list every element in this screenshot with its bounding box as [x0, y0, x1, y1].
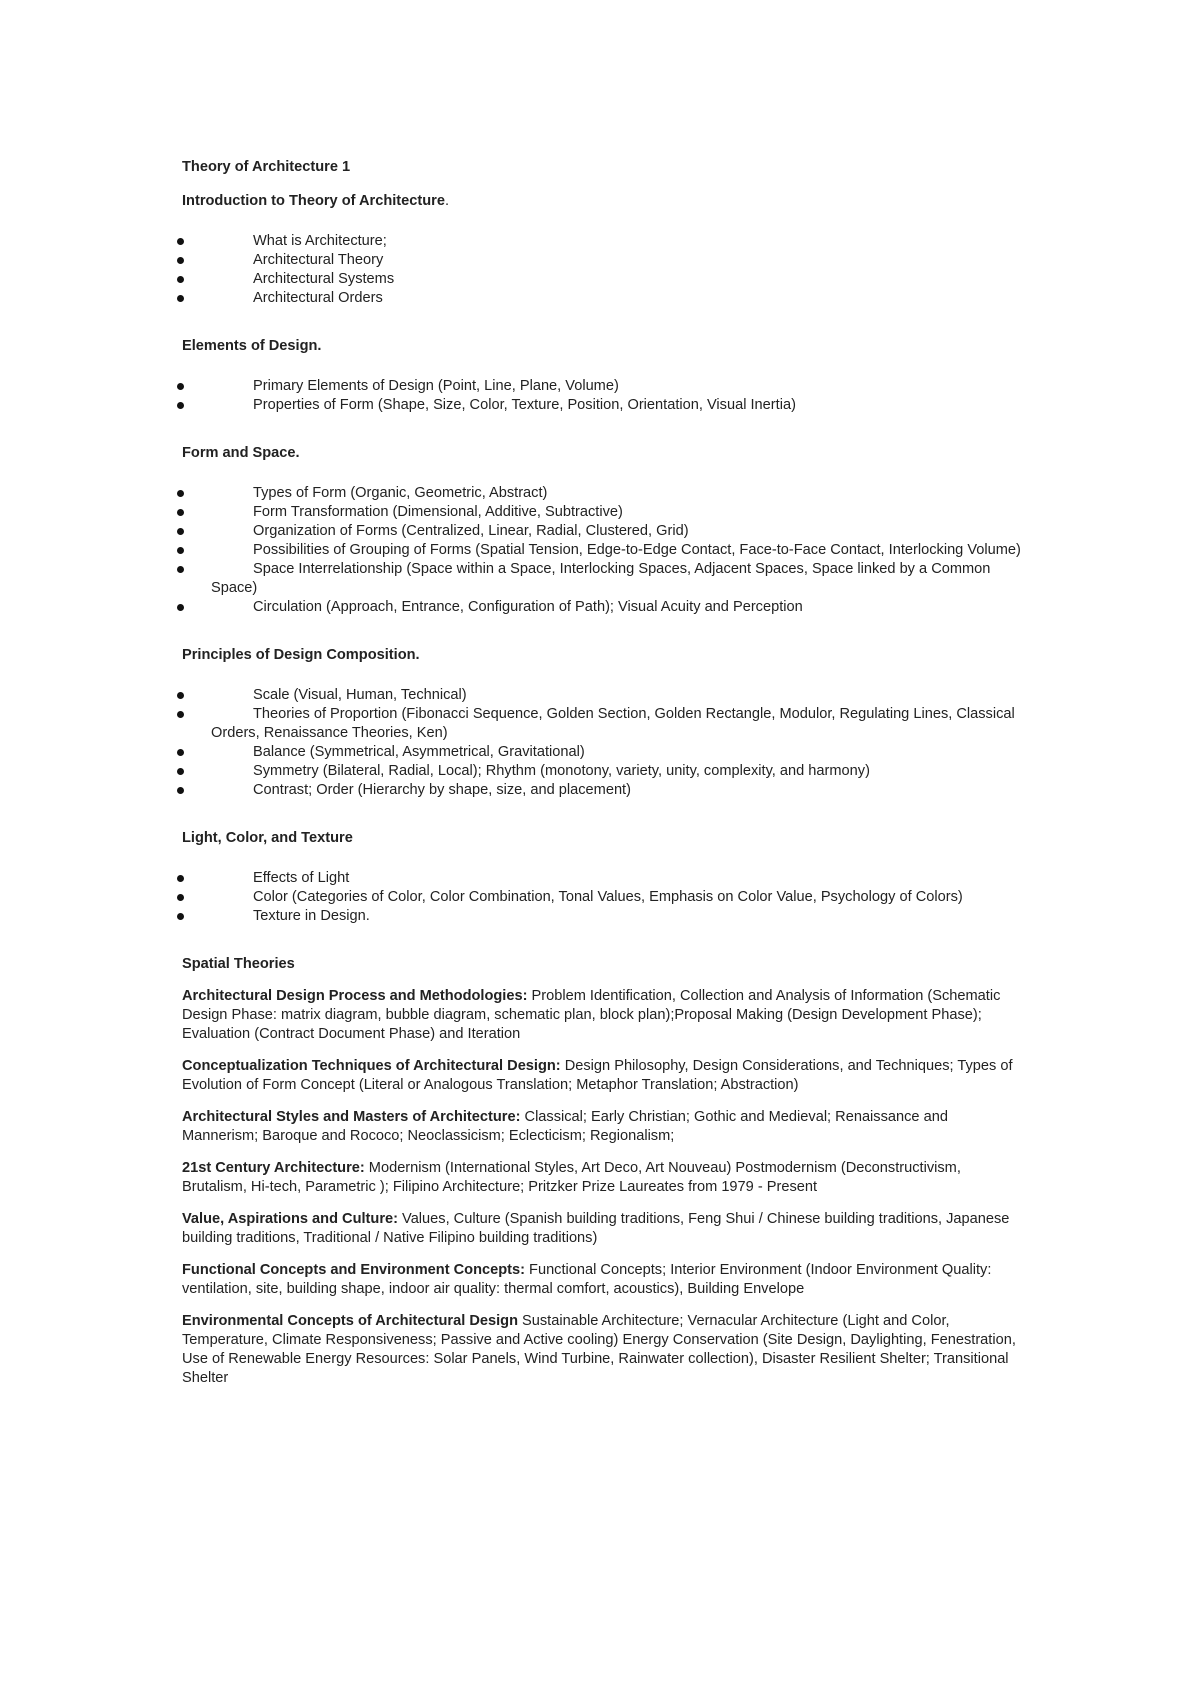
list-item [182, 743, 1022, 762]
section-heading-text: Elements of Design. [182, 338, 322, 354]
bullet-list [182, 232, 1022, 308]
list-item [182, 289, 1022, 308]
list-item-text: Texture in Design. [253, 908, 370, 924]
section-heading-suffix: . [444, 193, 450, 209]
bullet-icon [177, 692, 184, 699]
bullet-icon [177, 547, 184, 554]
paragraph-lead: 21st Century Architecture: [182, 1160, 365, 1176]
list-item-text: Form Transformation (Dimensional, Additive, Subtractive) [253, 504, 623, 520]
list-item [182, 762, 1022, 781]
list-item [182, 270, 1022, 289]
list-item-text: Balance (Symmetrical, Asymmetrical, Gravitational) [253, 744, 585, 760]
list-item-text: Circulation (Approach, Entrance, Configuration of Path); Visual Acuity and Perception [253, 599, 803, 615]
spatial-theories-heading: Spatial Theories [182, 956, 295, 972]
list-item [182, 503, 1022, 522]
list-item-text: Primary Elements of Design (Point, Line, Plane, Volume) [253, 378, 619, 394]
bullet-icon [177, 749, 184, 756]
list-item [182, 522, 1022, 541]
list-item-text: Theories of Proportion (Fibonacci Sequence, Golden Section, Golden Rectangle, Modulor, Regulating Lines, Classical Orders, Renaissance Theories, Ken) [211, 706, 1015, 741]
paragraph-text: Values, Culture (Spanish building traditions, Feng Shui / Chinese building traditions, Japanese building traditions, Traditional / Native Filipino building traditions) [182, 1211, 1010, 1246]
bullet-icon [177, 295, 184, 302]
list-item-text: Symmetry (Bilateral, Radial, Local); Rhythm (monotony, variety, unity, complexity, and harmony) [253, 763, 870, 779]
section-heading-text: Principles of Design Composition. [182, 647, 420, 663]
paragraph-lead: Architectural Design Process and Methodologies: [182, 988, 528, 1004]
list-item [182, 907, 1022, 926]
paragraph-text: Design Philosophy, Design Considerations, and Techniques; Types of Evolution of Form Concept (Literal or Analogous Translation; Metaphor Translation; Abstraction) [182, 1058, 1013, 1093]
section-heading [182, 337, 1022, 356]
list-item [182, 396, 1022, 415]
section-heading [182, 829, 1022, 848]
list-item [182, 251, 1022, 270]
bullet-icon [177, 509, 184, 516]
document-title: Theory of Architecture 1 [182, 159, 351, 175]
bullet-list [182, 484, 1022, 617]
list-item [182, 869, 1022, 888]
bullet-icon [177, 490, 184, 497]
spatial-paragraph [182, 1312, 1022, 1388]
list-item [182, 781, 1022, 800]
bullet-icon [177, 383, 184, 390]
paragraph-text: Modernism (International Styles, Art Deco, Art Nouveau) Postmodernism (Deconstructivism, Brutalism, Hi-tech, Parametric ); Filipino Architecture; Pritzker Prize Laureates from 1979 - Present [182, 1160, 961, 1195]
paragraph-lead: Conceptualization Techniques of Architectural Design: [182, 1058, 561, 1074]
bullet-list [182, 377, 1022, 415]
bullet-list [182, 686, 1022, 800]
list-item-text: Effects of Light [253, 870, 350, 886]
spatial-paragraph [182, 1261, 1022, 1299]
list-item [182, 232, 1022, 251]
bullet-icon [177, 894, 184, 901]
bullet-icon [177, 402, 184, 409]
bullet-icon [177, 276, 184, 283]
list-item [182, 888, 1022, 907]
spatial-paragraph [182, 1210, 1022, 1248]
list-item [182, 705, 1022, 743]
list-item-text: Properties of Form (Shape, Size, Color, Texture, Position, Orientation, Visual Inertia) [253, 397, 796, 413]
list-item [182, 598, 1022, 617]
section-heading-text: Form and Space. [182, 445, 300, 461]
bullet-icon [177, 768, 184, 775]
section-heading [182, 444, 1022, 463]
bullet-icon [177, 257, 184, 264]
paragraph-text: Classical; Early Christian; Gothic and Medieval; Renaissance and Mannerism; Baroque and Rococo; Neoclassicism; Eclecticism; Regionalism; [182, 1109, 948, 1144]
bullet-list [182, 869, 1022, 926]
list-item-text: What is Architecture; [253, 233, 387, 249]
bullet-icon [177, 528, 184, 535]
paragraph-lead: Functional Concepts and Environment Concepts: [182, 1262, 525, 1278]
paragraph-lead: Architectural Styles and Masters of Architecture: [182, 1109, 521, 1125]
sections-container [182, 192, 1022, 926]
list-item [182, 377, 1022, 396]
list-item-text: Scale (Visual, Human, Technical) [253, 687, 467, 703]
bullet-icon [177, 787, 184, 794]
list-item-text: Possibilities of Grouping of Forms (Spatial Tension, Edge-to-Edge Contact, Face-to-Face Contact, Interlocking Volume) [253, 542, 1021, 558]
section-heading [182, 192, 1022, 211]
paragraph-text: Functional Concepts; Interior Environment (Indoor Environment Quality: ventilation, site, building shape, indoor air quality: thermal comfort, acoustics), Building Envelope [182, 1262, 992, 1297]
list-item [182, 484, 1022, 503]
bullet-icon [177, 711, 184, 718]
section-heading [182, 646, 1022, 665]
list-item-text: Color (Categories of Color, Color Combination, Tonal Values, Emphasis on Color Value, Psychology of Colors) [253, 889, 963, 905]
spatial-paragraph [182, 1108, 1022, 1146]
bullet-icon [177, 913, 184, 920]
list-item [182, 541, 1022, 560]
list-item-text: Architectural Orders [253, 290, 383, 306]
list-item [182, 686, 1022, 705]
bullet-icon [177, 238, 184, 245]
spatial-paragraph [182, 987, 1022, 1044]
bullet-icon [177, 875, 184, 882]
list-item-text: Types of Form (Organic, Geometric, Abstract) [253, 485, 548, 501]
paragraph-text: Sustainable Architecture; Vernacular Architecture (Light and Color, Temperature, Climate Responsiveness; Passive and Active cooling) Energy Conservation (Site Design, Daylighting, Fenestration, Use of Renewable Energy Resources: Solar Panels, Wind Turbine, Rainwater collection), Disaster Resilient Shelter; Transitional Shelter [182, 1313, 1016, 1386]
bullet-icon [177, 566, 184, 573]
bullet-icon [177, 604, 184, 611]
list-item-text: Organization of Forms (Centralized, Linear, Radial, Clustered, Grid) [253, 523, 689, 539]
spatial-paragraphs [182, 987, 1022, 1388]
paragraph-lead: Value, Aspirations and Culture: [182, 1211, 398, 1227]
paragraph-text: Problem Identification, Collection and Analysis of Information (Schematic Design Phase: matrix diagram, bubble diagram, schematic plan, block plan);Proposal Making (Design Development Phase); Evaluation (Contract Document Phase) and Iteration [182, 988, 1001, 1042]
paragraph-lead: Environmental Concepts of Architectural Design [182, 1313, 518, 1329]
list-item-text: Space Interrelationship (Space within a Space, Interlocking Spaces, Adjacent Spaces, Space linked by a Common Space) [211, 561, 991, 596]
spatial-paragraph [182, 1159, 1022, 1197]
list-item-text: Architectural Systems [253, 271, 395, 287]
list-item-text: Contrast; Order (Hierarchy by shape, size, and placement) [253, 782, 631, 798]
spatial-paragraph [182, 1057, 1022, 1095]
list-item-text: Architectural Theory [253, 252, 384, 268]
section-heading-text: Light, Color, and Texture [182, 830, 353, 846]
section-heading-text: Introduction to Theory of Architecture [182, 193, 445, 209]
document-page [182, 158, 1022, 1401]
list-item [182, 560, 1022, 598]
